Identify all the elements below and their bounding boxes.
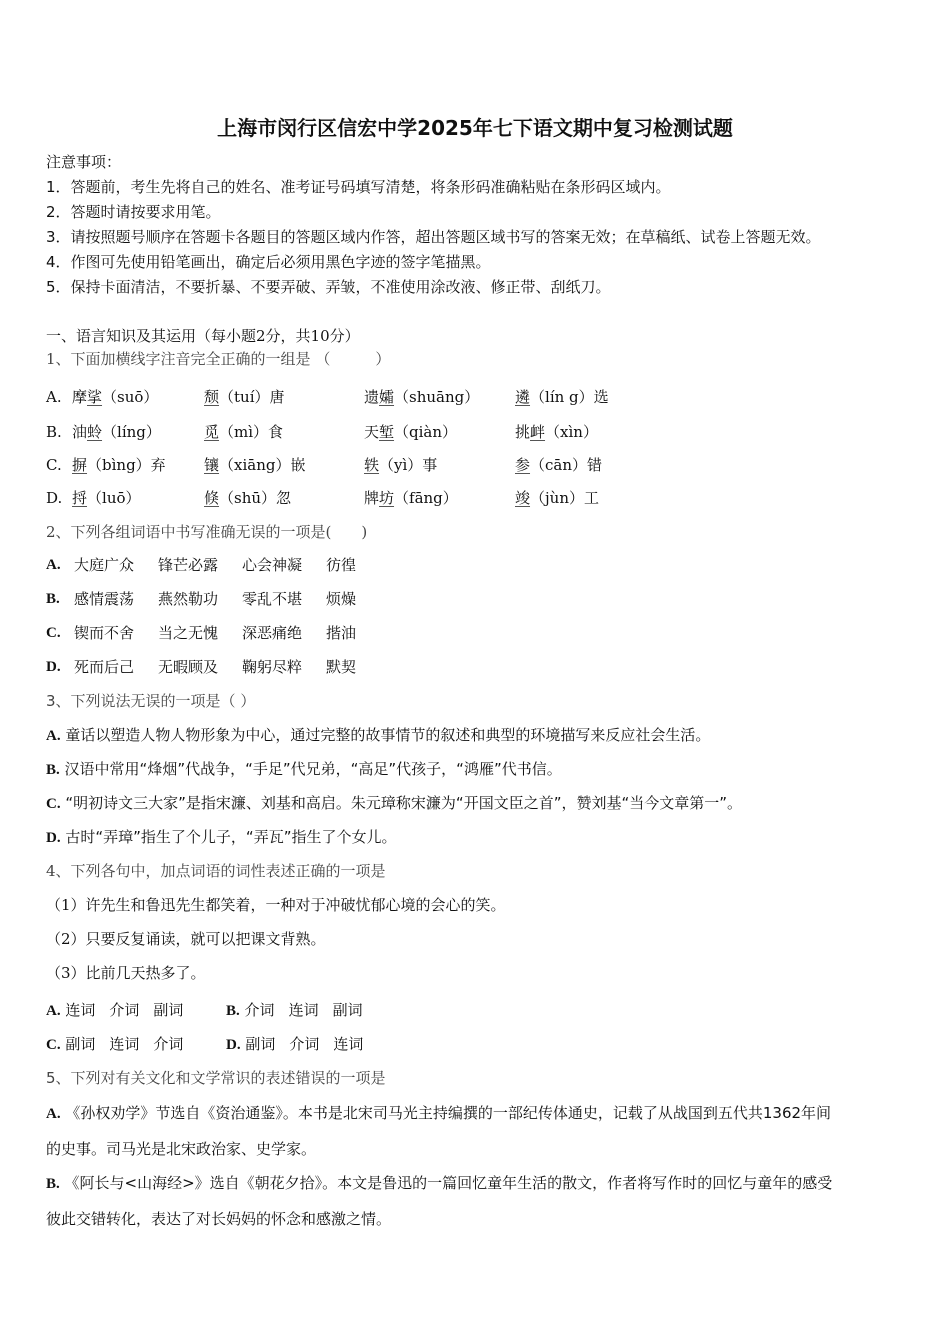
word: 鞠躬尽粹: [242, 658, 303, 676]
word: 彷徨: [326, 556, 357, 574]
word: 副词: [245, 1035, 276, 1053]
word: 锲而不舍: [74, 624, 135, 642]
pinyin-item: [72, 488, 141, 508]
underlined-char: 颓: [204, 388, 220, 406]
option-label: B.: [46, 1176, 60, 1192]
option-text-line-1: 《阿长与<山海经>》选自《朝花夕拾》。本文是鲁迅的一篇回忆童年生活的散文，作者将写作时的回忆与童年的感受: [64, 1174, 833, 1192]
option-text: 汉语中常用“烽烟”代战争，“手足”代兄弟，“高足”代孩子，“鸿雁”代书信。: [64, 760, 562, 778]
char: 牌: [364, 489, 380, 507]
pinyin: （lín g）选: [530, 388, 609, 406]
word: 揩油: [326, 624, 357, 642]
char: 油: [72, 423, 88, 441]
word: 介词: [244, 1001, 275, 1019]
option-text-line-1: 《孙权劝学》节选自《资治通鉴》。本书是北宋司马光主持编撰的一部纪传体通史，记载了从战国到五代共1362年间: [65, 1104, 832, 1122]
notice-item-1: 1．答题前，考生先将自己的姓名、准考证号码填写清楚，将条形码准确粘贴在条形码区域内。: [46, 178, 671, 196]
q4-sentence-3: （3）比前几天热多了。: [46, 964, 206, 982]
notice-item-3: 3．请按照题号顺序在答题卡各题目的答题区域内作答，超出答题区域书写的答案无效；在草稿纸、试卷上答题无效。: [46, 228, 821, 246]
q4-sentence-2: （2）只要反复诵读，就可以把课文背熟。: [46, 930, 326, 948]
word: 锋芒必露: [158, 556, 219, 574]
word: 介词: [109, 1001, 140, 1019]
q4-stem: 4、下列各句中，加点词语的词性表述正确的一项是: [46, 862, 386, 880]
pinyin-item: [515, 488, 599, 508]
pinyin-item: [364, 455, 437, 475]
option-text: 童话以塑造人物人物形象为中心，通过完整的故事情节的叙述和典型的环境描写来反应社会生活。: [65, 726, 711, 744]
pinyin: （luō）: [87, 489, 141, 507]
q2-stem: 2、下列各组词语中书写准确无误的一项是( ): [46, 523, 368, 541]
word: 副词: [153, 1001, 184, 1019]
option-label: C.: [46, 625, 61, 641]
pinyin-item: [364, 422, 457, 442]
q4-option-d[interactable]: [226, 1034, 363, 1055]
underlined-char: 坊: [379, 489, 395, 507]
q3-stem: 3、下列说法无误的一项是（ ）: [46, 692, 256, 710]
pinyin-item: [364, 488, 458, 508]
underlined-char: 堑: [379, 423, 395, 441]
q4-option-c[interactable]: [46, 1034, 183, 1055]
pinyin: （líng）: [102, 423, 161, 441]
word: 默契: [326, 658, 357, 676]
q4-option-a[interactable]: [46, 1000, 183, 1021]
word: 介词: [289, 1035, 320, 1053]
notice-heading: 注意事项：: [46, 153, 122, 171]
q5-option-b-continued: 彼此交错转化，表达了对长妈妈的怀念和感激之情。: [46, 1210, 392, 1228]
pinyin-item: [364, 387, 479, 407]
pinyin: （xìn）: [545, 423, 598, 441]
option-text: 古时“弄璋”指生了个儿子，“弄瓦”指生了个女儿。: [65, 828, 397, 846]
option-label: D.: [226, 1037, 241, 1053]
q5-option-a-continued: 的史事。司马光是北宋政治家、史学家。: [46, 1140, 317, 1158]
pinyin-item: [204, 488, 291, 508]
word: 烦燥: [326, 590, 357, 608]
option-label: A.: [46, 388, 62, 406]
word: 介词: [153, 1035, 184, 1053]
underlined-char: 镶: [204, 456, 220, 474]
underlined-char: 遴: [515, 388, 531, 406]
pinyin: （mì）食: [219, 423, 284, 441]
word: 连词: [65, 1001, 96, 1019]
underlined-char: 挲: [87, 388, 103, 406]
pinyin-item: [72, 387, 158, 407]
underlined-char: 觅: [204, 423, 220, 441]
underlined-char: 捋: [72, 489, 88, 507]
pinyin-item: [204, 387, 285, 407]
pinyin-item: [72, 455, 166, 475]
section-heading: 一、语言知识及其运用（每小题2分，共10分）: [46, 327, 360, 345]
word: 连词: [333, 1035, 364, 1053]
option-label: D.: [46, 659, 61, 675]
notice-item-4: 4．作图可先使用铅笔画出，确定后必须用黑色字迹的签字笔描黑。: [46, 253, 491, 271]
pinyin-item: [204, 422, 283, 442]
option-label: D.: [46, 830, 61, 846]
pinyin: （shū）忽: [219, 489, 292, 507]
q4-option-b[interactable]: [226, 1000, 363, 1021]
underlined-char: 摒: [72, 456, 88, 474]
word: 死而后己: [74, 658, 135, 676]
underlined-char: 孀: [379, 388, 395, 406]
q5-stem: 5、下列对有关文化和文学常识的表述错误的一项是: [46, 1069, 386, 1087]
char: 摩: [72, 388, 88, 406]
pinyin-item: [515, 422, 598, 442]
q3-option-d[interactable]: [46, 827, 396, 848]
pinyin: （jùn）工: [530, 489, 599, 507]
underlined-char: 参: [515, 456, 531, 474]
word: 连词: [288, 1001, 319, 1019]
underlined-char: 竣: [515, 489, 531, 507]
option-label: C.: [46, 796, 61, 812]
option-label: C.: [46, 1037, 61, 1053]
option-label: B.: [46, 591, 60, 607]
word: 无暇顾及: [158, 658, 219, 676]
option-label: A.: [46, 1106, 61, 1122]
option-text: “明初诗文三大家”是指宋濂、刘基和高启。朱元璋称宋濂为“开国文臣之首”，赞刘基“当今文章第一”。: [65, 794, 743, 812]
exam-title: 上海市闵行区信宏中学2025年七下语文期中复习检测试题: [217, 116, 733, 140]
word: 深恶痛绝: [242, 624, 303, 642]
pinyin: （shuāng）: [394, 388, 480, 406]
q1-stem: 1、下面加横线字注音完全正确的一组是 （ ）: [46, 350, 391, 368]
pinyin: （qiàn）: [394, 423, 458, 441]
notice-item-2: 2．答题时请按要求用笔。: [46, 203, 221, 221]
notice-item-5: 5．保持卡面清洁，不要折暴、不要弄破、弄皱，不准使用涂改液、修正带、刮纸刀。: [46, 278, 611, 296]
option-label: B.: [46, 423, 62, 441]
pinyin: （yì）事: [379, 456, 438, 474]
word: 当之无愧: [158, 624, 219, 642]
word: 零乱不堪: [242, 590, 303, 608]
option-label: B.: [46, 762, 60, 778]
underlined-char: 倏: [204, 489, 220, 507]
q4-sentence-1: （1）许先生和鲁迅先生都笑着，一种对于冲破忧郁心境的会心的笑。: [46, 896, 506, 914]
word: 心会神凝: [242, 556, 303, 574]
char: 天: [364, 423, 380, 441]
underlined-char: 衅: [530, 423, 546, 441]
word: 连词: [109, 1035, 140, 1053]
pinyin-item: [515, 455, 602, 475]
underlined-char: 蛉: [87, 423, 103, 441]
word: 大庭广众: [74, 556, 135, 574]
pinyin-item: [72, 422, 161, 442]
option-label: A.: [46, 557, 61, 573]
pinyin-item: [204, 455, 305, 475]
q3-option-a[interactable]: [46, 725, 710, 746]
char: 挑: [515, 423, 531, 441]
word: 燕然勒功: [158, 590, 219, 608]
option-label: D.: [46, 489, 63, 507]
option-label: A.: [46, 728, 61, 744]
pinyin: （cān）错: [530, 456, 603, 474]
word: 感情震荡: [74, 590, 135, 608]
q5-option-a[interactable]: [46, 1103, 831, 1124]
word: 副词: [65, 1035, 96, 1053]
underlined-char: 轶: [364, 456, 380, 474]
q5-option-b[interactable]: [46, 1173, 832, 1194]
pinyin-item: [515, 387, 609, 407]
pinyin: （xiāng）嵌: [219, 456, 306, 474]
option-label: C.: [46, 456, 62, 474]
q3-option-b[interactable]: [46, 759, 562, 780]
char: 遗: [364, 388, 380, 406]
pinyin: （tuí）唐: [219, 388, 285, 406]
option-label: B.: [226, 1003, 240, 1019]
pinyin: （suō）: [102, 388, 159, 406]
word: 副词: [332, 1001, 363, 1019]
q3-option-c[interactable]: [46, 793, 742, 814]
option-label: A.: [46, 1003, 61, 1019]
pinyin: （fāng）: [394, 489, 458, 507]
pinyin: （bìng）弃: [87, 456, 166, 474]
